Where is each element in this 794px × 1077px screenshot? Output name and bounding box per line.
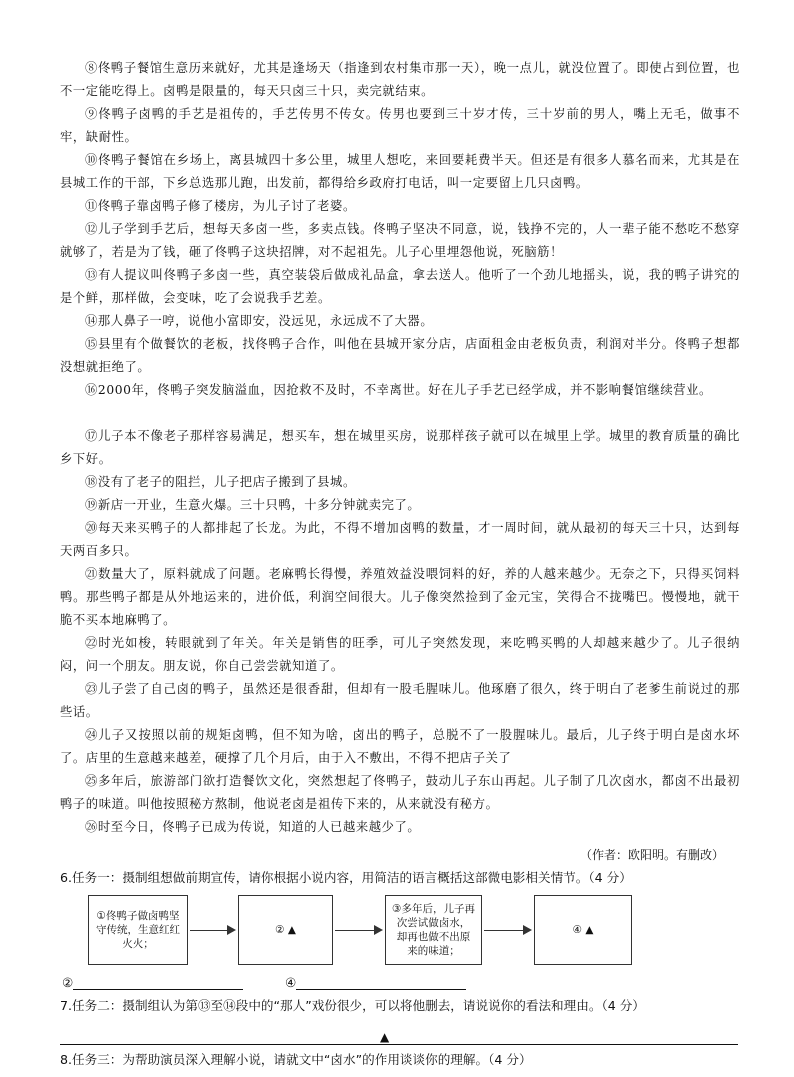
paragraph-24: ㉔儿子又按照以前的规矩卤鸭，但不知为啥，卤出的鸭子，总脱不了一股腥味儿。最后，儿子终于明白是卤水坏了。店里的生意越来越差，硬撑了几个月后，由于入不敷出，不得不把店子关了 bbox=[60, 728, 740, 765]
flow-box-2[interactable] bbox=[238, 895, 333, 965]
flow-arrow-1 bbox=[190, 930, 234, 931]
paragraph-18: ⑱没有了老子的阻拦，儿子把店子搬到了县城。 bbox=[85, 475, 356, 489]
answer-blank-2-label: ② bbox=[62, 975, 74, 990]
author-credit: （作者：欧阳明。有删改） bbox=[579, 848, 724, 862]
flow-arrow-3 bbox=[484, 930, 530, 931]
answer-line-2[interactable] bbox=[73, 975, 243, 990]
paragraph-25: ㉕多年后，旅游部门欲打造餐饮文化，突然想起了佟鸭子，鼓动儿子东山再起。儿子制了几次卤水，都卤不出最初鸭子的味道。叫他按照秘方熬制，他说老卤是祖传下来的，从来就没有秘方。 bbox=[60, 774, 740, 811]
paragraph-17: ⑰儿子本不像老子那样容易满足，想买车，想在城里买房，说那样孩子就可以在城里上学。城里的教育质量的确比乡下好。 bbox=[60, 429, 740, 466]
paragraph-16: ⑯2000年，佟鸭子突发脑溢血，因抢救不及时，不幸离世。好在儿子手艺已经学成，并不影响餐馆继续营业。 bbox=[85, 383, 712, 397]
question-6: 6.任务一：摄制组想做前期宣传，请你根据小说内容，用简洁的语言概括这部微电影相关情节。（4 分） bbox=[60, 870, 632, 885]
answer-blank-2[interactable] bbox=[62, 975, 243, 990]
paragraph-11: ⑪佟鸭子靠卤鸭子修了楼房，为儿子讨了老婆。 bbox=[85, 199, 356, 213]
answer-rule bbox=[60, 1044, 738, 1045]
answer-blank-4-label: ④ bbox=[285, 975, 297, 990]
paragraph-19: ⑲新店一开业，生意火爆。三十只鸭，十多分钟就卖完了。 bbox=[85, 498, 421, 512]
paragraph-20: ⑳每天来买鸭子的人都排起了长龙。为此，不得不增加卤鸭的数量，才一周时间，就从最初的每天三十只，达到每天两百多只。 bbox=[60, 521, 740, 558]
paragraph-26: ㉖时至今日，佟鸭子已成为传说，知道的人已越来越少了。 bbox=[85, 820, 421, 834]
paragraph-9: ⑨佟鸭子卤鸭的手艺是祖传的，手艺传男不传女。传男也要到三十岁才传，三十岁前的男人，嘴上无毛，做事不牢，缺耐性。 bbox=[60, 107, 740, 144]
question-7: 7.任务二：摄制组认为第⑬至⑭段中的“那人”戏份很少，可以将他删去，请说说你的看法和理由。（4 分） bbox=[60, 998, 645, 1013]
paragraph-13: ⑬有人提议叫佟鸭子多卤一些，真空装袋后做成礼品盒，拿去送人。他听了一个劲儿地摇头，说，我的鸭子讲究的是个鲜，那样做，会变味，吃了会说我手艺差。 bbox=[60, 268, 740, 305]
flow-box-4-text: ④ ▲ bbox=[572, 924, 594, 936]
answer-mark: ▲ bbox=[380, 1030, 390, 1044]
paragraph-21: ㉑数量大了，原料就成了问题。老麻鸭长得慢，养殖效益没喂饲料的好，养的人越来越少。无奈之下，只得买饲料鸭。那些鸭子都是从外地运来的，进价低，利润空间很大。儿子像突然捡到了金元宝，笑得合不拢嘴巴。慢慢地，就干脆不买本地麻鸭了。 bbox=[60, 567, 740, 627]
flow-box-1-text: ①佟鸭子做卤鸭坚守传统，生意红红火火； bbox=[96, 910, 180, 950]
flow-box-1 bbox=[88, 895, 188, 965]
answer-line-4[interactable] bbox=[296, 975, 466, 990]
answer-blank-4[interactable] bbox=[285, 975, 466, 990]
question-8: 8.任务三：为帮助演员深入理解小说，请就文中“卤水”的作用谈谈你的理解。（4 分） bbox=[60, 1052, 532, 1067]
paragraph-12: ⑫儿子学到手艺后，想每天多卤一些，多卖点钱。佟鸭子坚决不同意，说，钱挣不完的，人一辈子能不愁吃不愁穿就够了，若是为了钱，砸了佟鸭子这块招牌，对不起祖先。儿子心里埋怨他说，死脑筋！ bbox=[60, 222, 740, 259]
paragraph-8: ⑧佟鸭子餐馆生意历来就好，尤其是逢场天（指逢到农村集市那一天），晚一点儿，就没位置了。即使占到位置，也不一定能吃得上。卤鸭是限量的，每天只卤三十只，卖完就结束。 bbox=[60, 61, 740, 98]
paragraph-10: ⑩佟鸭子餐馆在乡场上，离县城四十多公里，城里人想吃，来回要耗费半天。但还是有很多人慕名而来，尤其是在县城工作的干部，下乡总选那儿跑，出发前，都得给乡政府打电话，叫一定要留上几只卤鸭。 bbox=[60, 153, 740, 190]
paragraph-22: ㉒时光如梭，转眼就到了年关。年关是销售的旺季，可儿子突然发现，来吃鸭买鸭的人却越来越少了。儿子很纳闷，问一个朋友。朋友说，你自己尝尝就知道了。 bbox=[60, 636, 740, 673]
flow-box-3 bbox=[385, 895, 482, 965]
paragraph-23: ㉓儿子尝了自己卤的鸭子，虽然还是很香甜，但却有一股毛腥味儿。他琢磨了很久，终于明白了老爹生前说过的那些话。 bbox=[60, 682, 740, 719]
flow-arrow-2 bbox=[335, 930, 381, 931]
paragraph-15: ⑮县里有个做餐饮的老板，找佟鸭子合作，叫他在县城开家分店，店面租金由老板负责，利润对半分。佟鸭子想都没想就拒绝了。 bbox=[60, 337, 740, 374]
paragraph-14: ⑭那人鼻子一哼，说他小富即安，没远见，永远成不了大器。 bbox=[85, 314, 434, 328]
flow-box-4[interactable] bbox=[534, 895, 632, 965]
flow-box-3-text: ③多年后，儿子再次尝试做卤水，却再也做不出原来的味道； bbox=[392, 903, 475, 957]
flow-box-2-text: ② ▲ bbox=[275, 924, 296, 936]
